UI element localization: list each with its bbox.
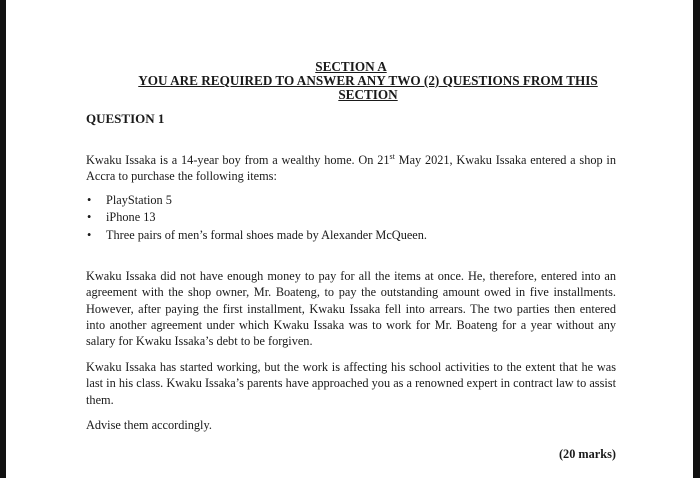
items-list — [86, 193, 616, 244]
intro-text-part2: May 2021, Kwaku Issaka entered a shop in Accra to purchase the following items: — [86, 153, 617, 184]
marks-label: (20 marks) — [558, 446, 616, 461]
intro-text-part1: Kwaku Issaka is a 14-year boy from a wealthy home. On 21 — [86, 153, 390, 168]
list-item: • iPhone 13 — [86, 210, 616, 226]
question-heading: QUESTION 1 — [86, 111, 165, 126]
section-title: SECTION A — [315, 59, 387, 74]
intro-paragraph — [86, 152, 616, 184]
facts-paragraph: Kwaku Issaka did not have enough money to pay for all the items at once. He, therefore, entered into an agreement with the shop owner, Mr. Boateng, to pay the outstanding amount owed in five installments. However, after paying the first installment, Kwaku Issaka fell into arrears. The two parties then entered into another agreement under which Kwaku Issaka was to work for Mr. Boateng for a year without any salary for Kwaku Issaka’s debt to be forgiven. — [86, 269, 616, 348]
instruction-line-1: YOU ARE REQUIRED TO ANSWER ANY TWO (2) QUESTIONS FROM THIS — [138, 73, 598, 88]
instruction-line-2: SECTION — [338, 87, 398, 102]
document-page — [86, 60, 616, 462]
situation-paragraph: Kwaku Issaka has started working, but the work is affecting his school activities to the extent that he was last in his class. Kwaku Issaka’s parents have approached you as a renowned expert in contract law to assist them. — [86, 360, 616, 407]
list-item: • Three pairs of men’s formal shoes made by Alexander McQueen. — [86, 228, 616, 244]
intro-ordinal-suffix: st — [389, 152, 395, 162]
right-dark-edge — [693, 0, 700, 478]
left-dark-edge — [0, 0, 6, 478]
section-instruction — [106, 74, 630, 102]
list-item: • PlayStation 5 — [86, 193, 616, 209]
task-paragraph: Advise them accordingly. — [86, 417, 212, 432]
